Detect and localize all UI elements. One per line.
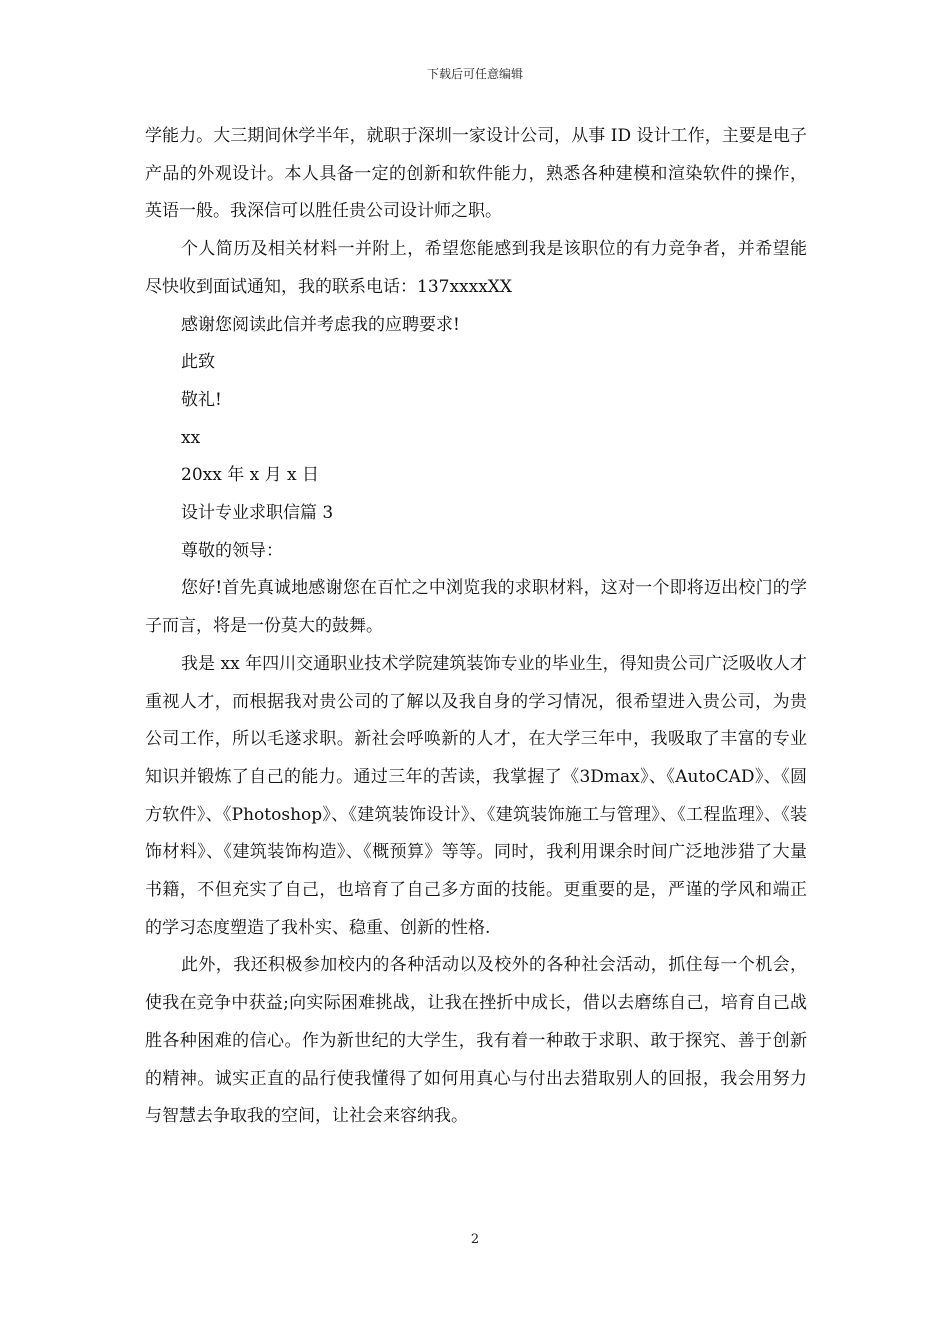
section-title: 设计专业求职信篇 3 <box>181 503 334 524</box>
paragraph-activities: 此外，我还积极参加校内的各种活动以及校外的各种社会活动，抓住每一个机会，使我在竞争中获益;向实际困难挑战，让我在挫折中成长，借以去磨练自己，培育自己战胜各种困难的信心。作为新世纪的大学生，我有着一种敢于求职、敢于探究、善于创新的精神。诚实正直的品行使我懂得了如何用真心与付出去猎取别人的回报，我会用努力与智慧去争取我的空间，让社会来容纳我。 <box>145 955 807 1127</box>
paragraph-continuation: 学能力。大三期间休学半年，就职于深圳一家设计公司，从事 ID 设计工作，主要是电子产品的外观设计。本人具备一定的创新和软件能力，熟悉各种建模和渲染软件的操作，英语一般。我深信可以胜任贵公司设计师之职。 <box>145 126 807 222</box>
closing-salutation: 此致 <box>181 352 215 373</box>
paragraph-opening: 您好!首先真诚地感谢您在百忙之中浏览我的求职材料，这对一个即将迈出校门的学子而言，将是一份莫大的鼓舞。 <box>145 578 807 637</box>
closing-regards: 敬礼! <box>181 389 222 410</box>
paragraph-education: 我是 xx 年四川交通职业技术学院建筑装饰专业的毕业生，得知贵公司广泛吸收人才重视人才，而根据我对贵公司的了解以及我自身的学习情况，很希望进入贵公司，为贵公司工作，所以毛遂求职。新社会呼唤新的人才，在大学三年中，我吸取了丰富的专业知识并锻炼了自己的能力。通过三年的苦读，我掌握了《3Dmax》、《AutoCAD》、《圆方软件》、《Photoshop》、《建筑装饰设计》、《建筑装饰施工与管理》、《工程监理》、《装饰材料》、《建筑装饰构造》、《概预算》等等。同时，我利用课余时间广泛地涉猎了大量书籍，不但充实了自己，也培育了自己多方面的技能。更重要的是，严谨的学风和端正的学习态度塑造了我朴实、稳重、创新的性格. <box>145 653 807 938</box>
document-body <box>145 118 807 1136</box>
signature-name: xx <box>181 427 201 448</box>
page-number: 2 <box>470 1232 480 1247</box>
page-header: 下载后可任意编辑 <box>426 67 523 81</box>
signature-date: 20xx 年 x 月 x 日 <box>181 465 320 486</box>
greeting: 尊敬的领导： <box>181 540 283 561</box>
paragraph-attachments: 个人简历及相关材料一并附上，希望您能感到我是该职位的有力竞争者，并希望能尽快收到面试通知，我的联系电话：137xxxxXX <box>145 239 807 297</box>
paragraph-thanks: 感谢您阅读此信并考虑我的应聘要求! <box>181 314 460 335</box>
